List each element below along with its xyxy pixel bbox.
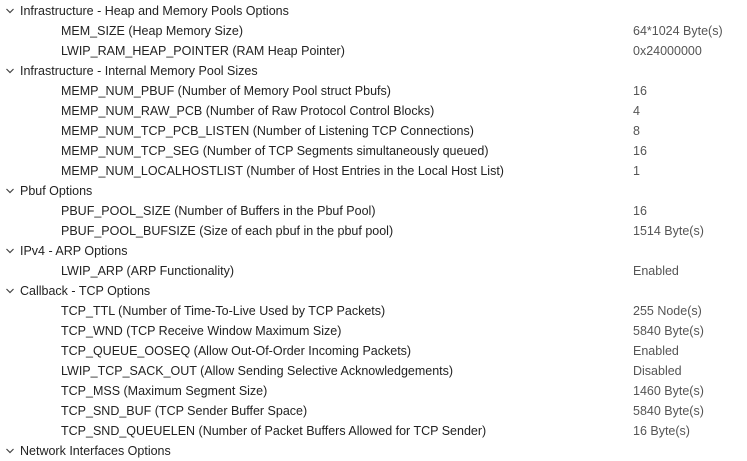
param-value[interactable]: 5840 Byte(s) [633, 404, 704, 418]
param-value[interactable]: 1 [633, 164, 640, 178]
chevron-down-icon[interactable] [6, 287, 14, 295]
param-name: LWIP_RAM_HEAP_POINTER (RAM Heap Pointer) [61, 44, 345, 58]
param-value[interactable]: 0x24000000 [633, 44, 702, 58]
group-callback-tcp-options[interactable] [0, 281, 747, 301]
param-row-pbuf-pool-bufsize[interactable] [0, 221, 747, 241]
param-row-lwip-tcp-sack-out[interactable] [0, 361, 747, 381]
param-value[interactable]: Enabled [633, 264, 679, 278]
chevron-down-icon[interactable] [6, 247, 14, 255]
param-value[interactable]: 16 [633, 204, 647, 218]
group-label: Infrastructure - Heap and Memory Pools Options [20, 4, 289, 18]
param-name: TCP_SND_QUEUELEN (Number of Packet Buffers Allowed for TCP Sender) [61, 424, 487, 438]
param-value[interactable]: 16 [633, 84, 647, 98]
param-value[interactable]: 16 Byte(s) [633, 424, 690, 438]
chevron-down-icon[interactable] [6, 447, 14, 455]
param-row-lwip-arp[interactable] [0, 261, 747, 281]
chevron-down-icon[interactable] [6, 7, 14, 15]
param-name: TCP_TTL (Number of Time-To-Live Used by TCP Packets) [61, 304, 386, 318]
param-value[interactable]: 5840 Byte(s) [633, 324, 704, 338]
param-row-tcp-queue-ooseq[interactable] [0, 341, 747, 361]
param-row-lwip-ram-heap-pointer[interactable] [0, 41, 747, 61]
param-row-memp-num-tcp-pcb-listen[interactable] [0, 121, 747, 141]
param-name: MEM_SIZE (Heap Memory Size) [61, 24, 243, 38]
param-value[interactable]: 16 [633, 144, 647, 158]
param-row-memp-num-raw-pcb[interactable] [0, 101, 747, 121]
group-ipv4-arp-options[interactable] [0, 241, 747, 261]
param-name: MEMP_NUM_TCP_SEG (Number of TCP Segments simultaneously queued) [61, 144, 489, 158]
param-value[interactable]: 64*1024 Byte(s) [633, 24, 723, 38]
param-value[interactable]: 4 [633, 104, 640, 118]
group-label: IPv4 - ARP Options [20, 244, 128, 258]
param-name: MEMP_NUM_PBUF (Number of Memory Pool struct Pbufs) [61, 84, 391, 98]
param-value[interactable]: Enabled [633, 344, 679, 358]
group-network-interfaces-options[interactable] [0, 441, 747, 458]
param-name: MEMP_NUM_LOCALHOSTLIST (Number of Host Entries in the Local Host List) [61, 164, 504, 178]
param-row-tcp-snd-queuelen[interactable] [0, 421, 747, 441]
param-name: LWIP_ARP (ARP Functionality) [61, 264, 234, 278]
param-name: PBUF_POOL_BUFSIZE (Size of each pbuf in the pbuf pool) [61, 224, 394, 238]
group-heap-memory-pools[interactable] [0, 1, 747, 21]
param-value[interactable]: 1514 Byte(s) [633, 224, 704, 238]
param-value[interactable]: 1460 Byte(s) [633, 384, 704, 398]
group-label: Infrastructure - Internal Memory Pool Sizes [20, 64, 258, 78]
param-row-tcp-ttl[interactable] [0, 301, 747, 321]
group-label: Callback - TCP Options [20, 284, 151, 298]
param-name: TCP_QUEUE_OOSEQ (Allow Out-Of-Order Incoming Packets) [61, 344, 412, 358]
param-row-tcp-wnd[interactable] [0, 321, 747, 341]
param-value[interactable]: Disabled [633, 364, 682, 378]
param-value[interactable]: 255 Node(s) [633, 304, 702, 318]
param-name: TCP_WND (TCP Receive Window Maximum Size) [61, 324, 342, 338]
param-row-pbuf-pool-size[interactable] [0, 201, 747, 221]
param-name: MEMP_NUM_TCP_PCB_LISTEN (Number of Listening TCP Connections) [61, 124, 474, 138]
param-value[interactable]: 8 [633, 124, 640, 138]
param-row-tcp-snd-buf[interactable] [0, 401, 747, 421]
param-row-memp-num-tcp-seg[interactable] [0, 141, 747, 161]
param-name: TCP_MSS (Maximum Segment Size) [61, 384, 268, 398]
group-pbuf-options[interactable] [0, 181, 747, 201]
group-label: Pbuf Options [20, 184, 93, 198]
chevron-down-icon[interactable] [6, 187, 14, 195]
param-name: MEMP_NUM_RAW_PCB (Number of Raw Protocol Control Blocks) [61, 104, 435, 118]
param-name: PBUF_POOL_SIZE (Number of Buffers in the Pbuf Pool) [61, 204, 376, 218]
chevron-down-icon[interactable] [6, 67, 14, 75]
param-name: TCP_SND_BUF (TCP Sender Buffer Space) [61, 404, 308, 418]
param-row-memp-num-localhostlist[interactable] [0, 161, 747, 181]
group-internal-memory-pool-sizes[interactable] [0, 61, 747, 81]
param-name: LWIP_TCP_SACK_OUT (Allow Sending Selective Acknowledgements) [61, 364, 454, 378]
param-row-mem-size[interactable] [0, 21, 747, 41]
param-row-tcp-mss[interactable] [0, 381, 747, 401]
group-label: Network Interfaces Options [20, 444, 171, 458]
param-row-memp-num-pbuf[interactable] [0, 81, 747, 101]
